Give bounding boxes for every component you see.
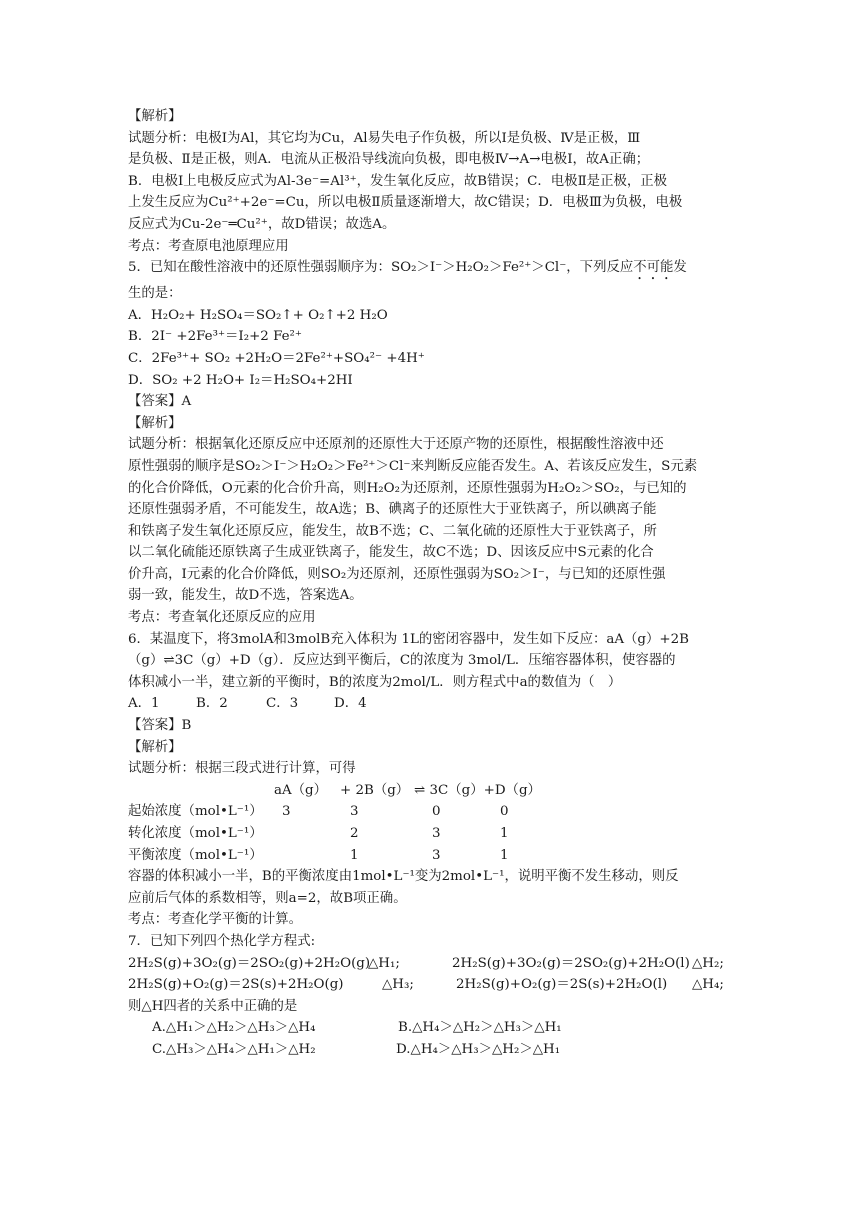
q5-analysis-line: 的化合价降低，O元素的化合价升高，则H₂O₂为还原剂，还原性强弱为H₂O₂＞SO₂，与已知的 — [128, 480, 687, 496]
q5-analysis-heading: 【解析】 — [128, 415, 182, 431]
q6-option-a: A．1 — [128, 696, 160, 712]
q6-analysis-intro: 试题分析：根据三段式进行计算，可得 — [128, 761, 356, 777]
q7-option-c: C.△H₃＞△H₄＞△H₁＞△H₂ — [152, 1041, 316, 1057]
q7-equation: 2H₂S(g)+O₂(g)＝2S(s)+2H₂O(g) — [128, 977, 344, 993]
q4-analysis-line: 上发生反应为Cu²⁺+2e⁻=Cu，所以电极Ⅱ质量逐渐增大，故C错误；D．电极Ⅲ为负极，电极 — [128, 195, 683, 211]
q5-point: 考点：考查氧化还原反应的应用 — [128, 610, 316, 626]
q6-cell: 0 — [500, 804, 509, 820]
q7-question: 则△H四者的关系中正确的是 — [128, 998, 298, 1014]
q5-stem — [128, 257, 748, 283]
q6-option-b: B．2 — [196, 696, 228, 712]
q5-analysis-line: 还原性强弱矛盾，不可能发生，故A选；B、碘离子的还原性大于亚铁离子，所以碘离子能 — [128, 502, 657, 518]
q7-enthalpy: △H₂; — [692, 955, 724, 971]
q5-analysis-line: 试题分析：根据氧化还原反应中还原剂的还原性大于还原产物的还原性，根据酸性溶液中还 — [128, 437, 664, 453]
q5-stem-text: 5．已知在酸性溶液中的还原性强弱顺序为：SO₂＞I⁻＞H₂O₂＞Fe²⁺＞Cl⁻，下列反应 — [128, 260, 634, 276]
q6-option-c: C．3 — [266, 696, 299, 712]
q7-stem: 7．已知下列四个热化学方程式: — [128, 933, 316, 949]
q6-cell: 1 — [500, 847, 509, 863]
q6-cell: 3 — [282, 804, 291, 820]
q6-cell: 3 — [432, 847, 441, 863]
q5-emphasis: 不可能 — [633, 260, 674, 276]
q6-point: 考点：考查化学平衡的计算。 — [128, 912, 303, 928]
q5-analysis-line: 价升高，I元素的化合价降低，则SO₂为还原剂，还原性强弱为SO₂＞I⁻，与已知的还原性强 — [128, 566, 666, 582]
q4-analysis-line: 是负极、Ⅱ是正极，则A．电流从正极沿导线流向负极，即电极Ⅳ→A→电极Ⅰ，故A正确； — [128, 152, 650, 168]
q6-row-label: 平衡浓度（mol•L⁻¹） — [128, 847, 263, 863]
q5-stem-line2: 生的是： — [128, 286, 182, 302]
q4-analysis-line: 试题分析：电极Ⅰ为Al，其它均为Cu，Al易失电子作负极，所以Ⅰ是负极、Ⅳ是正极，Ⅲ — [128, 130, 641, 146]
q6-row-label: 转化浓度（mol•L⁻¹） — [128, 826, 263, 841]
q7-equation: 2H₂S(g)+3O₂(g)＝2SO₂(g)+2H₂O(g) — [128, 955, 371, 971]
q6-table-row — [128, 823, 748, 845]
q5-analysis-line: 和铁离子发生氧化还原反应，能发生，故B不选；C、二氧化硫的还原性大于亚铁离子，所 — [128, 523, 657, 539]
q6-stem: 6．某温度下，将3molA和3molB充入体积为 1L的密闭容器中，发生如下反应：aA（g）+2B — [128, 631, 689, 647]
q6-analysis-end: 容器的体积减小一半，B的平衡浓度由1mol•L⁻¹变为2mol•L⁻¹，说明平衡不发生移动，则反 — [128, 869, 679, 885]
q6-cell: 3 — [350, 804, 359, 820]
q6-cell: 2 — [350, 826, 359, 841]
q6-table-header — [128, 780, 748, 802]
q6-cell: 3 — [432, 826, 441, 841]
q7-option-d: D.△H₄＞△H₃＞△H₂＞△H₁ — [396, 1041, 561, 1057]
q5-stem-tail: 发 — [673, 260, 687, 276]
q5-analysis-line: 以二氧化硫能还原铁离子生成亚铁离子，能发生，故C不选；D、因该反应中S元素的化合 — [128, 545, 654, 561]
q6-stem: 体积减小一半，建立新的平衡时，B的浓度为2mol/L．则方程式中a的数值为（ ） — [128, 674, 622, 690]
q6-table-header-cell: aA（g） — [274, 782, 328, 798]
q5-option-a: A．H₂O₂+ H₂SO₄＝SO₂↑+ O₂↑+2 H₂O — [128, 307, 388, 323]
q6-stem: （g）⇌3C（g）+D（g）．反应达到平衡后，C的浓度为 3mol/L．压缩容器体积，使容器的 — [128, 653, 676, 669]
q6-table-header-cell: ⇌ 3C（g）+D（g） — [414, 782, 541, 798]
q5-option-b: B．2I⁻ +2Fe³⁺＝I₂+2 Fe²⁺ — [128, 329, 302, 345]
q6-answer: 【答案】B — [128, 718, 192, 734]
q7-options-row — [128, 1039, 748, 1061]
q5-option-d: D．SO₂ +2 H₂O+ I₂＝H₂SO₄+2HI — [128, 372, 353, 388]
q5-option-c: C．2Fe³⁺+ SO₂ +2H₂O＝2Fe²⁺+SO₄²⁻ +4H⁺ — [128, 350, 425, 366]
q7-enthalpy: △H₄; — [692, 977, 724, 993]
q6-option-d: D．4 — [334, 696, 367, 712]
q4-analysis-heading: 【解析】 — [128, 109, 182, 124]
q7-option-b: B.△H₄＞△H₂＞△H₃＞△H₁ — [398, 1020, 562, 1036]
q7-equation-row — [128, 974, 748, 996]
q6-cell: 1 — [350, 847, 359, 863]
q5-answer: 【答案】A — [128, 394, 192, 410]
q6-table-header-cell: + 2B（g） — [340, 782, 410, 798]
q5-analysis-line: 弱一致，能发生，故D不选，答案选A。 — [128, 588, 363, 604]
q6-cell: 0 — [432, 804, 441, 820]
q6-analysis-end: 应前后气体的系数相等，则a=2，故B项正确。 — [128, 890, 407, 906]
q7-enthalpy: △H₁; — [368, 955, 400, 971]
q6-options — [128, 693, 748, 715]
q7-options-row — [128, 1017, 748, 1039]
q4-analysis-line: 反应式为Cu-2e⁻═Cu²⁺，故D错误；故选A。 — [128, 216, 396, 232]
q7-option-a: A.△H₁＞△H₂＞△H₃＞△H₄ — [152, 1020, 316, 1036]
q5-analysis-line: 原性强弱的顺序是SO₂＞I⁻＞H₂O₂＞Fe²⁺＞Cl⁻来判断反应能否发生。A、若该反应发生，S元素 — [128, 458, 698, 474]
q6-table-row — [128, 845, 748, 867]
document-page — [128, 106, 748, 1061]
q4-point: 考点：考查原电池原理应用 — [128, 238, 289, 254]
q6-table-row — [128, 801, 748, 823]
q7-equation: 2H₂S(g)+O₂(g)＝2S(s)+2H₂O(l) — [456, 977, 668, 993]
q7-equation-row — [128, 953, 748, 975]
q6-row-label: 起始浓度（mol•L⁻¹） — [128, 804, 263, 820]
q6-cell: 1 — [500, 826, 509, 841]
q7-enthalpy: △H₃; — [382, 977, 414, 993]
q6-analysis-heading: 【解析】 — [128, 739, 182, 755]
q7-equation: 2H₂S(g)+3O₂(g)＝2SO₂(g)+2H₂O(l) — [452, 955, 690, 971]
q4-analysis-line: B．电极Ⅰ上电极反应式为Al-3e⁻=Al³⁺，发生氧化反应，故B错误；C．电极Ⅱ是正极，正极 — [128, 173, 668, 189]
